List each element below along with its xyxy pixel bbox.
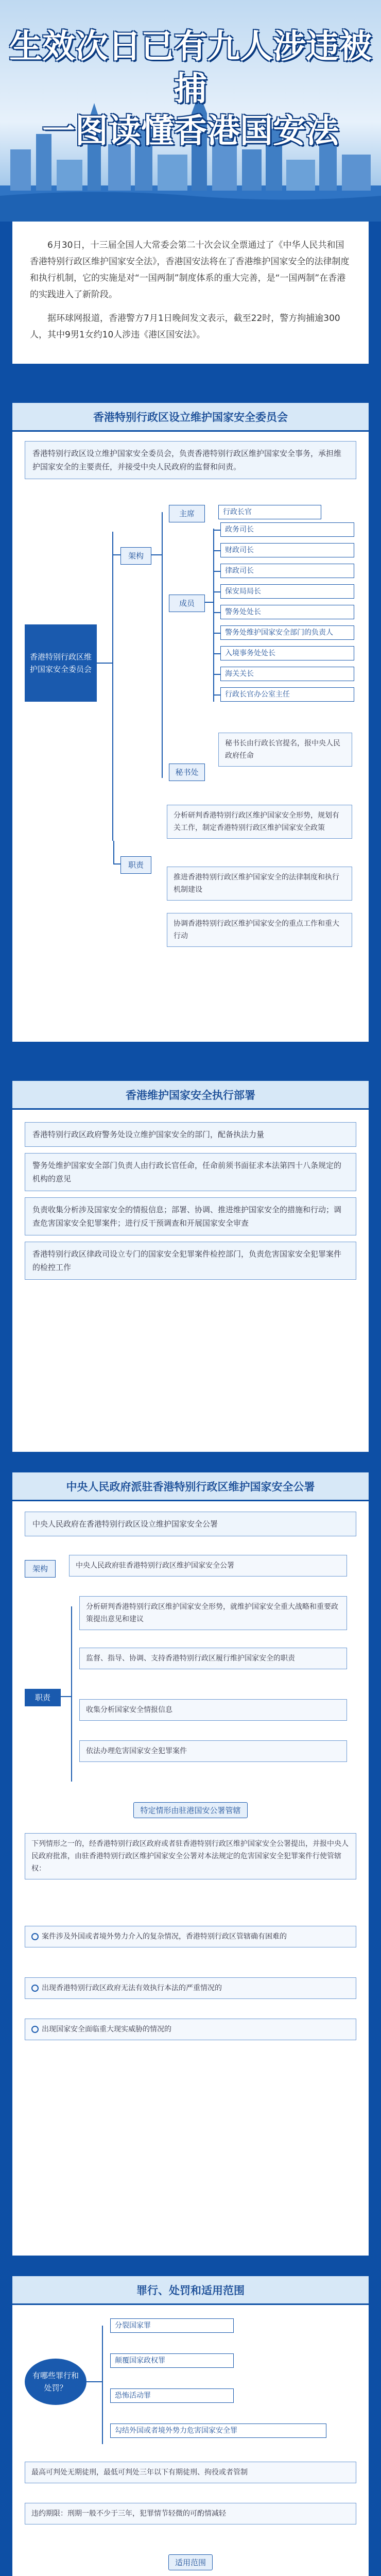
execution-item-3: 负责收集分析涉及国家安全的情报信息；部署、协调、推进维护国家安全的措施和行动；调查危害国家安全犯罪案件；进行反干预调查和开展国家安全审查 [25, 1197, 356, 1235]
member-item: 警务处处长 [220, 605, 354, 619]
connector [214, 694, 220, 696]
connector [214, 550, 220, 551]
connector [102, 2326, 103, 2444]
connector [113, 863, 120, 865]
connector [214, 591, 220, 592]
decor-band [12, 2256, 369, 2276]
connector [205, 602, 213, 603]
decor-band [12, 364, 369, 403]
connector [214, 674, 220, 675]
central-duty-3: 收集分析国家安全情报信息 [79, 1699, 347, 1721]
duty-item-2: 推进香港特别行政区维护国家安全的法律制度和执行机制建设 [167, 867, 352, 901]
decor-band [12, 1042, 369, 1081]
duty-item-3: 协调香港特别行政区维护国家安全的重点工作和重大行动 [167, 913, 352, 947]
central-duty-4: 依法办理危害国家安全犯罪案件 [79, 1740, 347, 1762]
connector [113, 841, 114, 863]
connector [71, 1606, 72, 1782]
title-line-1: 生效次日已有九人涉违被捕 [9, 28, 372, 108]
special-case-1 [25, 1926, 356, 1947]
central-duty-1: 分析研判香港特别行政区维护国家安全形势，就维护国家安全重大战略和重要政策提出意见和建议 [79, 1596, 347, 1630]
special-case-2 [25, 1977, 356, 1999]
section-crimes [12, 2276, 369, 2576]
connector [214, 633, 220, 634]
connector [213, 529, 214, 702]
connector [162, 512, 163, 778]
penalty-text-2: 违约期限：刑期一般不少于三年，犯罪情节轻微的可酌情减轻 [25, 2503, 356, 2524]
section-description: 香港特别行政区设立维护国家安全委员会，负责香港特别行政区维护国家安全事务，承担维护国家安全的主要责任，并接受中央人民政府的监督和问责。 [25, 441, 356, 479]
execution-item-2: 警务处维护国家安全部门负责人由行政长官任命，任命前须书面征求本法第四十八条规定的机构的意见 [25, 1153, 356, 1191]
committee-root-node: 香港特别行政区维护国家安全委员会 [25, 624, 97, 702]
structure-node: 架构 [25, 1560, 56, 1578]
bullet-icon [31, 1933, 39, 1940]
secretariat-value: 秘书长由行政长官提名，报中央人民政府任命 [218, 733, 352, 767]
special-case-2-text: 出现香港特别行政区政府无法有效执行本法的严重情况的 [42, 1984, 222, 1992]
section-committee [12, 403, 369, 1042]
connector [97, 663, 112, 664]
decor-band [12, 1452, 369, 1472]
header-banner [0, 0, 381, 222]
special-case-3 [25, 2019, 356, 2040]
connector [151, 554, 162, 555]
intro-paragraph-1: 6月30日，十三届全国人大常委会第二十次会议全票通过了《中华人民共和国香港特别行政区维护国家安全法》，香港国安法将在了香港维护国家安全的法律制度和执行机制，它的实施是对“一国两制”制度体系的重大完善，是“一国两制”在香港的实践进入了新阶段。 [30, 240, 350, 300]
connector [214, 612, 220, 613]
duties-node: 职责 [120, 856, 151, 874]
section-central-office [12, 1472, 369, 2256]
intro-paragraph-2: 据环球网报道，香港警方7月1日晚间发文表示，截至22时，警方拘捕逾300人，其中9男1女约10人涉违《港区国安法》。 [30, 313, 340, 340]
members-node: 成员 [169, 595, 205, 612]
connector [214, 530, 220, 531]
special-case-1-text: 案件涉及外国或者境外势力介入的复杂情况，香港特别行政区管辖确有困难的 [42, 1933, 287, 1941]
central-duty-2: 监督、指导、协调、支持香港特别行政区履行维护国家安全的职责 [79, 1648, 347, 1669]
connector [112, 532, 113, 841]
special-cases-title-wrap [25, 1802, 356, 1818]
member-item: 海关关长 [220, 667, 354, 681]
member-item: 政务司长 [220, 522, 354, 537]
section-title: 罪行、处罚和适用范围 [12, 2276, 369, 2305]
intro-text [12, 222, 369, 364]
member-item: 行政长官办公室主任 [220, 687, 354, 702]
member-item: 警务处维护国家安全部门的负责人 [220, 625, 354, 640]
special-cases-lead: 下列情形之一的，经香港特别行政区政府或者驻香港特别行政区维护国家安全公署提出，并报中央人民政府批准，由驻香港特别行政区维护国家安全公署对本法规定的危害国家安全犯罪案件行使管辖权： [25, 1833, 356, 1879]
connector [214, 653, 220, 654]
crime-2: 颠覆国家政权罪 [110, 2353, 234, 2368]
connector [61, 1696, 71, 1697]
central-office-structure: 中央人民政府驻香港特别行政区维护国家安全公署 [69, 1555, 347, 1577]
connector [113, 554, 120, 555]
bullet-icon [31, 2026, 39, 2033]
section-title: 香港特别行政区设立维护国家安全委员会 [12, 403, 369, 432]
execution-item-4: 香港特别行政区律政司设立专门的国家安全犯罪案件检控部门，负责危害国家安全犯罪案件的检控工作 [25, 1242, 356, 1280]
page-title [0, 26, 381, 152]
crime-3: 恐怖活动罪 [110, 2388, 234, 2403]
structure-node: 架构 [120, 547, 151, 565]
member-item: 保安局局长 [220, 584, 354, 599]
section-title: 中央人民政府派驻香港特别行政区维护国家安全公署 [12, 1472, 369, 1501]
crimes-question: 有哪些罪行和处罚？ [25, 2359, 86, 2405]
duties-node: 职责 [25, 1689, 61, 1706]
execution-item-1: 香港特别行政区政府警务处设立维护国家安全的部门，配备执法力量 [25, 1122, 356, 1147]
title-line-2: 一图读懂香港国安法 [42, 112, 339, 150]
chairman-value: 行政长官 [218, 505, 321, 519]
special-case-3-text: 出现国家安全面临重大现实威胁的情况的 [42, 2025, 171, 2033]
member-item: 财政司长 [220, 543, 354, 557]
member-item: 律政司长 [220, 564, 354, 578]
scope-title: 适用范围 [168, 2554, 213, 2570]
central-office-lead: 中央人民政府在香港特别行政区设立维护国家安全公署 [25, 1512, 356, 1536]
secretariat-node: 秘书处 [169, 764, 205, 781]
crime-1: 分裂国家罪 [110, 2318, 234, 2333]
section-title: 香港维护国家安全执行部署 [12, 1081, 369, 1110]
member-item: 入境事务处处长 [220, 646, 354, 660]
penalty-text-1: 最高可判处无期徒刑，最低可判处三年以下有期徒刑、拘役或者管制 [25, 2462, 356, 2483]
connector [86, 2381, 102, 2382]
section-execution [12, 1081, 369, 1452]
bullet-icon [31, 1985, 39, 1992]
special-cases-title: 特定情形由驻港国安公署管辖 [133, 1802, 247, 1818]
connector [214, 571, 220, 572]
chairman-node: 主席 [169, 505, 205, 522]
duty-item-1: 分析研判香港特别行政区维护国家安全形势，规划有关工作，制定香港特别行政区维护国家安全政策 [167, 805, 352, 839]
scope-title-wrap [25, 2554, 356, 2570]
crime-4: 勾结外国或者境外势力危害国家安全罪 [110, 2424, 326, 2438]
